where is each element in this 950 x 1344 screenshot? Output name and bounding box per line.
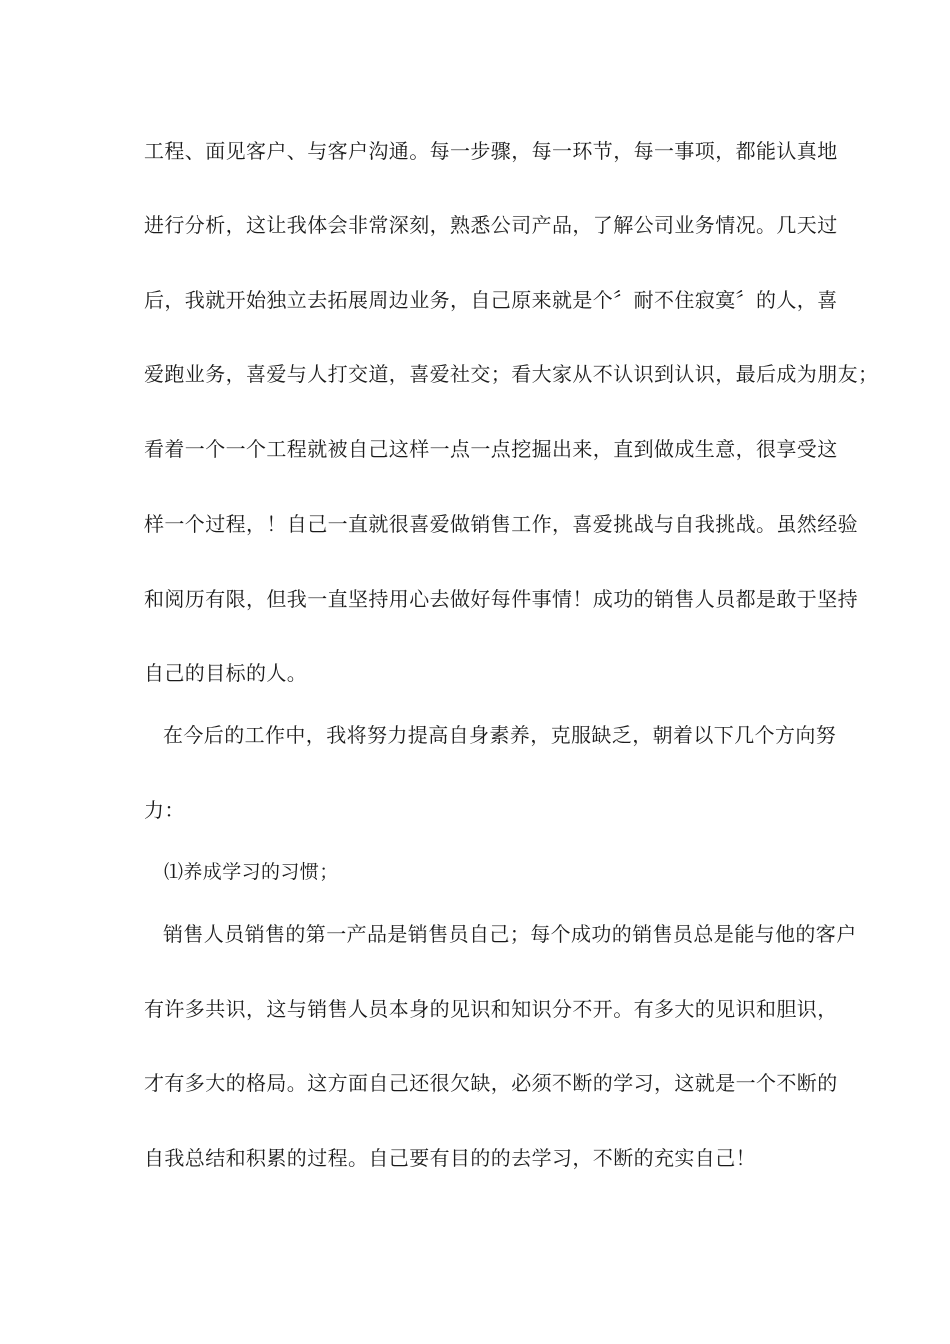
paragraph-3-line-4: 自我总结和积累的过程。自己要有目的的去学习，不断的充实自己！ [144,1146,756,1170]
paragraph-1-line-2: 进行分析，这让我体会非常深刻，熟悉公司产品，了解公司业务情况。几天过 [144,213,838,237]
paragraph-1-line-4: 爱跑业务，喜爱与人打交道，喜爱社交；看大家从不认识到认识，最后成为朋友； [144,362,879,386]
paragraph-1-line-7: 和阅历有限，但我一直坚持用心去做好每件事情！成功的销售人员都是敢于坚持 [144,587,858,611]
section-heading: ⑴养成学习的习惯； [164,861,339,883]
paragraph-2-line-1: 在今后的工作中，我将努力提高自身素养，克服缺乏，朝着以下几个方向努 [163,723,837,747]
paragraph-1-line-5: 看着一个一个工程就被自己这样一点一点挖掘出来，直到做成生意，很享受这 [144,437,838,461]
paragraph-3-line-3: 才有多大的格局。这方面自己还很欠缺，必须不断的学习，这就是一个不断的 [144,1071,838,1095]
paragraph-3-line-2: 有许多共识，这与销售人员本身的见识和知识分不开。有多大的见识和胆识， [144,997,838,1021]
paragraph-1-line-3: 后，我就开始独立去拓展周边业务，自己原来就是个〞耐不住寂寞〞的人，喜 [144,288,838,312]
paragraph-1-line-1: 工程、面见客户、与客户沟通。每一步骤，每一环节，每一事项，都能认真地 [144,139,838,163]
paragraph-3-line-1: 销售人员销售的第一产品是销售员自己；每个成功的销售员总是能与他的客户 [163,922,857,946]
paragraph-1-line-6: 样一个过程，！自己一直就很喜爱做销售工作，喜爱挑战与自我挑战。虽然经验 [144,512,858,536]
paragraph-1-line-8: 自己的目标的人。 [144,661,308,685]
paragraph-2-line-2: 力： [144,798,185,822]
